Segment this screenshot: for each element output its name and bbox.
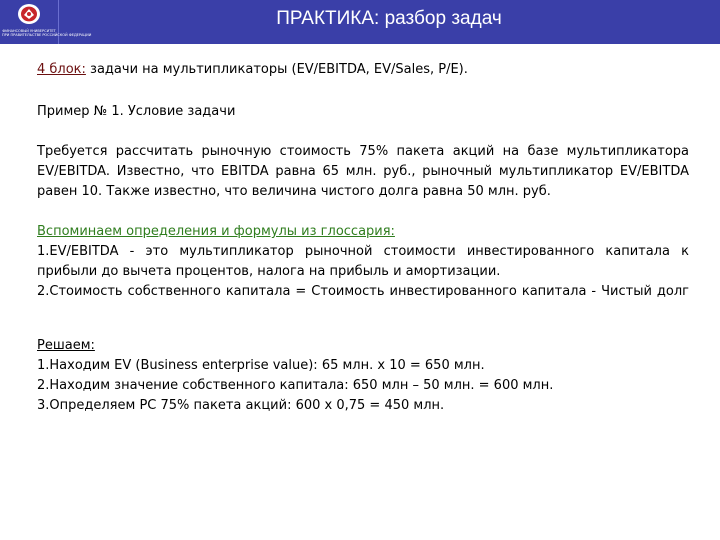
- solution-section: [37, 336, 689, 416]
- university-logo: [0, 0, 92, 44]
- solution-heading: Решаем:: [37, 338, 95, 353]
- solution-step: 1.Находим EV (Business enterprise value): 65 млн. х 10 = 650 млн.: [37, 358, 485, 373]
- logo-caption: ФИНАНСОВЫЙ УНИВЕРСИТЕТ ПРИ ПРАВИТЕЛЬСТВЕ РОССИЙСКОЙ ФЕДЕРАЦИИ: [2, 29, 92, 37]
- solution-step: 3.Определяем РС 75% пакета акций: 600 х 0,75 = 450 млн.: [37, 398, 445, 413]
- definition-equity-value: 2.Стоимость собственного капитала = Стоимость инвестированного капитала - Чистый долг: [37, 284, 689, 299]
- block-line: [37, 60, 689, 80]
- slide-title: ПРАКТИКА: разбор задач: [276, 8, 502, 29]
- glossary-section: [37, 222, 689, 302]
- block-label: 4 блок:: [37, 62, 86, 77]
- solution-step: 2.Находим значение собственного капитала: 650 млн – 50 млн. = 600 млн.: [37, 378, 554, 393]
- glossary-heading: Вспоминаем определения и формулы из глоссария:: [37, 224, 395, 239]
- example-title: Пример № 1. Условие задачи: [37, 104, 236, 119]
- block-text: задачи на мультипликаторы (EV/EBITDA, EV/Sales, P/E).: [85, 62, 468, 77]
- task-condition: Требуется рассчитать рыночную стоимость 75% пакета акций на базе мультипликатора EV/EBITDA. Известно, что EBITDA равна 65 млн. руб., рыночный мультипликатор EV/EBITDA равен 10. Также известно, что величина чистого долга равна 50 млн. руб.: [37, 144, 689, 199]
- definition-ev-ebitda: 1.EV/EBITDA - это мультипликатор рыночной стоимости инвестированного капитала к прибыли до вычета процентов, налога на прибыль и амортизации.: [37, 244, 689, 279]
- university-emblem-icon: [16, 3, 42, 25]
- slide-header: [0, 0, 720, 44]
- slide-content: [37, 60, 689, 416]
